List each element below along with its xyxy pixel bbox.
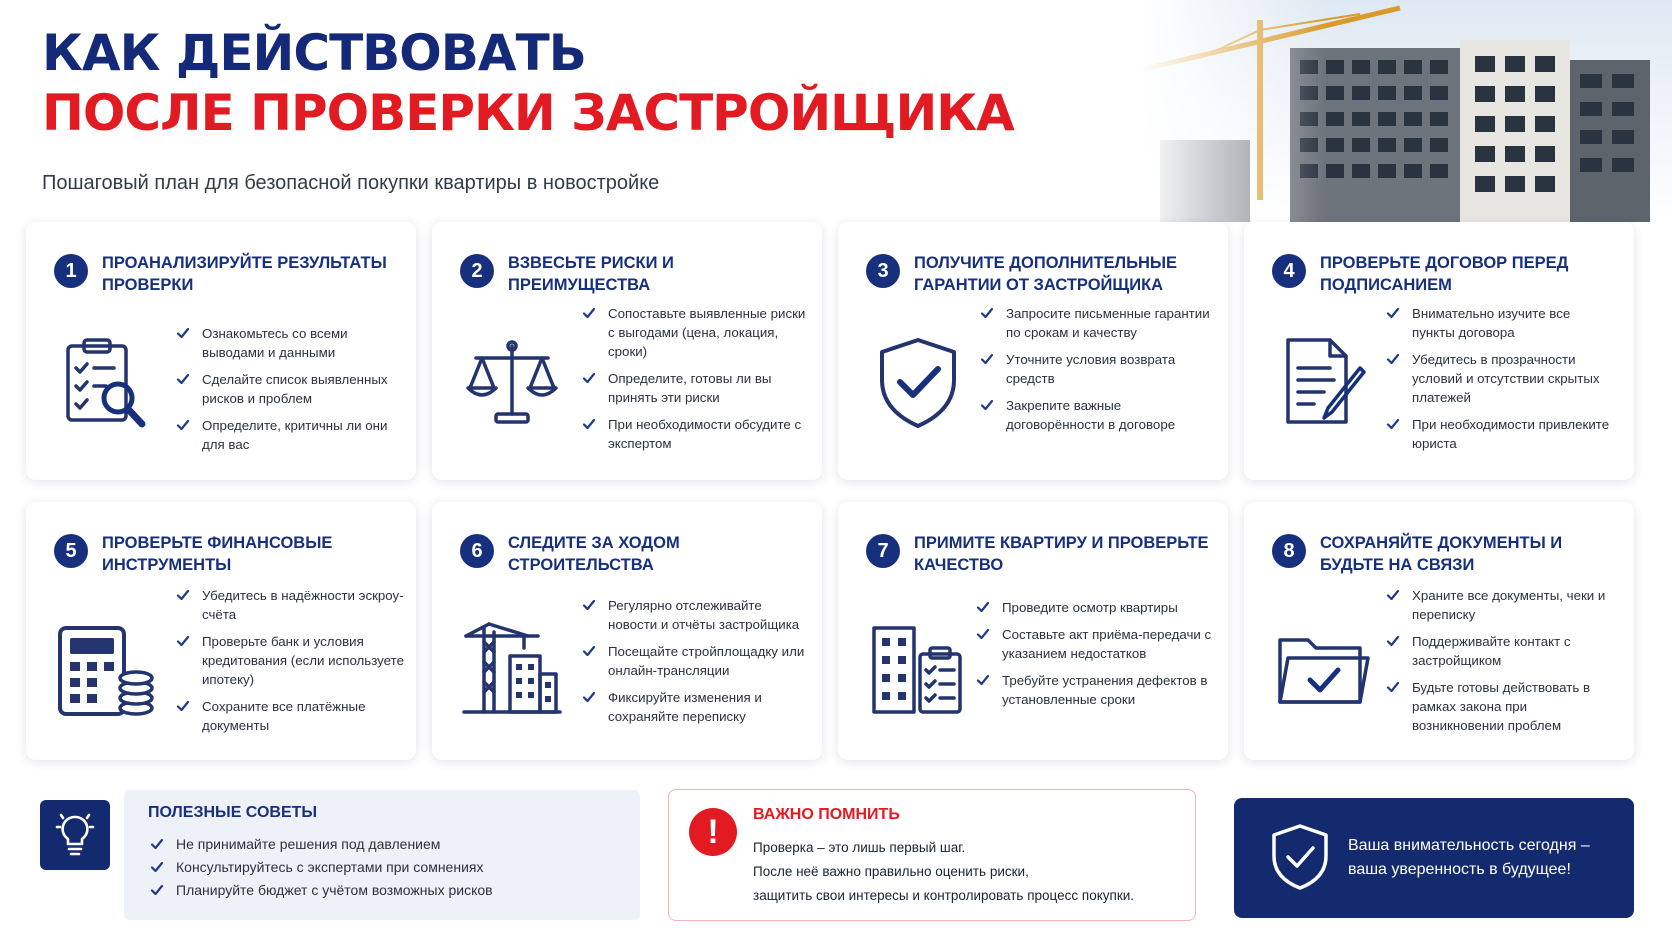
step-title: ВЗВЕСЬТЕ РИСКИ И ПРЕИМУЩЕСТВА [508,254,674,294]
check-icon [976,627,990,641]
list-item: Сделайте список выявленных рисков и проблем [174,370,406,408]
list-item: При необходимости привлеките юриста [1384,415,1616,453]
step-card-4 [1244,222,1634,480]
important-line: После неё важно правильно оценить риски, [753,864,1029,879]
list-item: Посещайте стройплощадку или онлайн-трансляции [580,642,812,680]
step-title: ПРОАНАЛИЗИРУЙТЕ РЕЗУЛЬТАТЫ ПРОВЕРКИ [102,254,387,294]
list-item: Регулярно отслеживайте новости и отчёты застройщика [580,596,812,634]
step-card-6 [432,502,822,760]
step-title: СОХРАНЯЙТЕ ДОКУМЕНТЫ И БУДЬТЕ НА СВЯЗИ [1320,534,1563,574]
list-item: Будьте готовы действовать в рамках закона при возникновении проблем [1384,678,1616,735]
check-icon [150,837,164,851]
list-item: Внимательно изучите все пункты договора [1384,304,1616,342]
step-number: 3 [866,254,900,288]
step-title: ПРИМИТЕ КВАРТИРУ И ПРОВЕРЬТЕ КАЧЕСТВО [914,534,1209,574]
page-subtitle: Пошаговый план для безопасной покупки квартиры в новостройке [42,172,660,194]
motto-text: Ваша внимательность сегодня – ваша уверенность в будущее! [1348,837,1590,878]
list-item: Составьте акт приёма-передачи с указанием недостатков [974,625,1218,663]
step-number: 4 [1272,254,1306,288]
step-number: 5 [54,534,88,568]
page-title-line2: ПОСЛЕ ПРОВЕРКИ ЗАСТРОЙЩИКА [42,84,1014,142]
check-icon [582,644,596,658]
building-illustration [1140,0,1672,222]
list-item: Фиксируйте изменения и сохраняйте переписку [580,688,812,726]
check-icon [976,600,990,614]
check-icon [582,417,596,431]
list-item: Ознакомьтесь со всеми выводами и данными [174,324,406,362]
step-title: СЛЕДИТЕ ЗА ХОДОМ СТРОИТЕЛЬСТВА [508,534,680,574]
step-card-8 [1244,502,1634,760]
tips-title: ПОЛЕЗНЫЕ СОВЕТЫ [148,804,318,821]
step-number: 1 [54,254,88,288]
check-icon [1386,634,1400,648]
check-icon [582,690,596,704]
step-title: ПРОВЕРЬТЕ ДОГОВОР ПЕРЕД ПОДПИСАНИЕМ [1320,254,1569,294]
important-panel [668,789,1196,921]
list-item: Проверьте банк и условия кредитования (если используете ипотеку) [174,632,406,689]
check-icon [1386,680,1400,694]
check-icon [582,371,596,385]
calculator-coins-icon [56,622,156,722]
important-title: ВАЖНО ПОМНИТЬ [753,806,900,823]
check-icon [176,326,190,340]
page-title-line1: КАК ДЕЙСТВОВАТЬ [42,24,586,82]
shield-check-icon [1268,822,1332,892]
list-item: Поддерживайте контакт с застройщиком [1384,632,1616,670]
check-icon [176,372,190,386]
check-icon [150,860,164,874]
important-line: Проверка – это лишь первый шаг. [753,840,966,855]
clipboard-search-icon [56,332,156,432]
list-item: Определите, критичны ли они для вас [174,416,406,454]
important-line: защитить свои интересы и контролировать процесс покупки. [753,888,1135,903]
step-number: 2 [460,254,494,288]
step-card-5 [26,502,416,760]
list-item: Убедитесь в прозрачности условий и отсутствии скрытых платежей [1384,350,1616,407]
list-item: Запросите письменные гарантии по срокам и качеству [978,304,1210,342]
step-title: ПРОВЕРЬТЕ ФИНАНСОВЫЕ ИНСТРУМЕНТЫ [102,534,333,574]
step-number: 7 [866,534,900,568]
step-number: 6 [460,534,494,568]
scales-icon [462,332,562,432]
check-icon [150,883,164,897]
check-icon [980,306,994,320]
list-item: Сохраните все платёжные документы [174,697,406,735]
step-card-3 [838,222,1228,480]
crane-building-icon [462,618,562,718]
step-card-2 [432,222,822,480]
list-item: Проведите осмотр квартиры [974,598,1218,617]
check-icon [1386,306,1400,320]
list-item: Уточните условия возврата средств [978,350,1210,388]
check-icon [980,398,994,412]
check-icon [176,418,190,432]
step-title: ПОЛУЧИТЕ ДОПОЛНИТЕЛЬНЫЕ ГАРАНТИИ ОТ ЗАСТРОЙЩИКА [914,254,1178,294]
list-item: Требуйте устранения дефектов в установленные сроки [974,671,1218,709]
exclamation-icon: ! [689,808,737,856]
check-icon [582,306,596,320]
list-item: Убедитесь в надёжности эскроу-счёта [174,586,406,624]
list-item: Консультируйтесь с экспертами при сомнениях [148,857,640,877]
check-icon [176,699,190,713]
check-icon [1386,417,1400,431]
list-item: Не принимайте решения под давлением [148,834,640,854]
list-item: При необходимости обсудите с экспертом [580,415,812,453]
list-item: Определите, готовы ли вы принять эти риски [580,369,812,407]
list-item: Храните все документы, чеки и переписку [1384,586,1616,624]
building-checklist-icon [868,618,968,718]
document-pen-icon [1274,332,1374,432]
check-icon [1386,352,1400,366]
list-item: Планируйте бюджет с учётом возможных рисков [148,880,640,900]
check-icon [176,634,190,648]
tips-panel [124,790,640,920]
step-number: 8 [1272,534,1306,568]
check-icon [176,588,190,602]
check-icon [1386,588,1400,602]
motto-panel [1234,798,1634,918]
check-icon [980,352,994,366]
check-icon [582,598,596,612]
step-card-7 [838,502,1228,760]
step-card-1 [26,222,416,480]
list-item: Закрепите важные договорённости в договоре [978,396,1210,434]
lightbulb-icon [40,800,110,870]
list-item: Сопоставьте выявленные риски с выгодами (цена, локация, сроки) [580,304,812,361]
shield-check-icon [868,332,968,432]
check-icon [976,673,990,687]
folder-check-icon [1274,618,1374,718]
